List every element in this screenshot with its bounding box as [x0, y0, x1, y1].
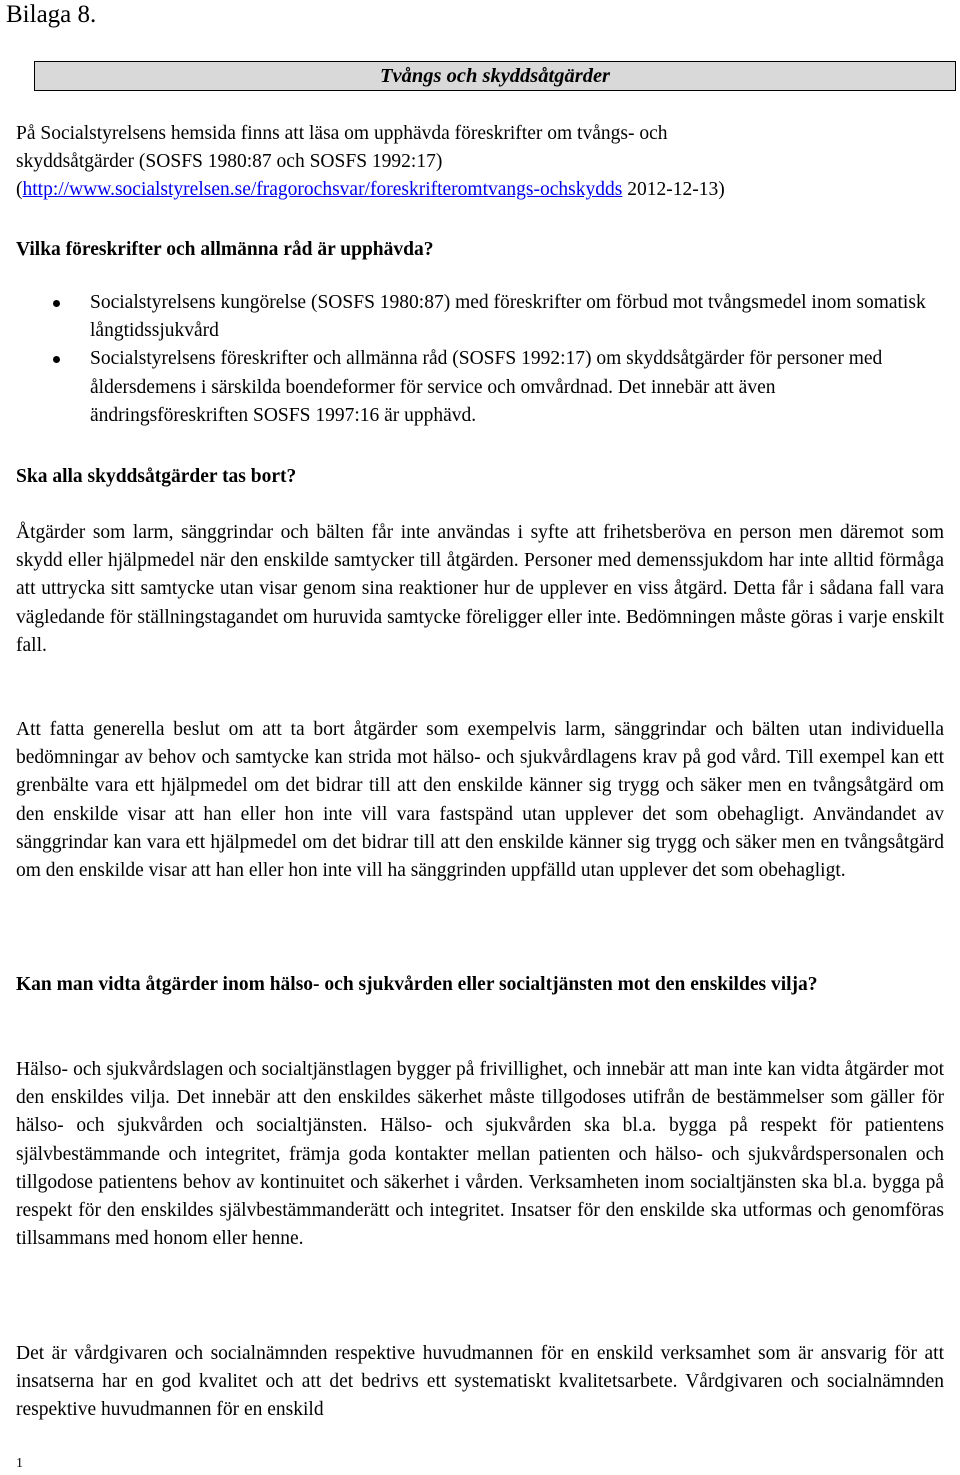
list-item: [0, 345, 930, 430]
paragraph: Hälso- och sjukvårdslagen och socialtjänstlagen bygger på frivillighet, och innebär att man inte kan vidta åtgärder mot den enskildes vilja. Det innebär att den enskildes säkerhet måste tillgodoses utifrån de bestämmelser som gäller för hälso- och sjukvården och socialtjänsten. Hälso- och sjukvården ska bl.a. bygga på respekt för patientens självbestämmande och integritet, främja goda kontakter mellan patienten och hälso- och sjukvårdspersonalen och tillgodose patientens behov av kontinuitet och säkerhet i vården. Verksamheten inom socialtjänsten ska bl.a. bygga på respekt för den enskildes självbestämmanderätt och integritet. Insatser för den enskilde ska utformas och genomföras tillsammans med honom eller henne.: [16, 1059, 944, 1250]
section-heading-upphavda: Vilka föreskrifter och allmänna råd är upphävda?: [16, 239, 434, 260]
bullet-icon: [53, 356, 60, 363]
repealed-regulations-list: [0, 289, 930, 430]
intro-line-2: skyddsåtgärder (SOSFS 1980:87 och SOSFS 1992:17): [16, 151, 443, 173]
paragraph: Att fatta generella beslut om att ta bort åtgärder som exempelvis larm, sänggrindar och bälten utan individuella bedömningar av behov och samtycke kan strida mot hälso- och sjukvårdlagens krav på god vård. Till exempel kan ett grenbälte vara ett hjälpmedel om det bidrar till att den enskilde känner sig trygg och säker men en tvångsåtgärd om den enskilde visar att han eller hon inte vill vara fastspänd utan upplever det som obehagligt. Användandet av sänggrindar kan vara ett hjälpmedel om det bidrar till att den enskilde känner sig trygg och säker men en tvångsåtgärd om den enskilde visar att han eller hon inte vill ha sänggrinden uppfälld utan upplever det som obehagligt.: [16, 719, 944, 882]
socialstyrelsen-link[interactable]: http://www.socialstyrelsen.se/fragorochsvar/foreskrifteromtvangs-ochskydds: [22, 179, 623, 201]
section-heading-skyddsatgarder: Ska alla skyddsåtgärder tas bort?: [16, 466, 297, 487]
paragraph: Det är vårdgivaren och socialnämnden respektive huvudmannen för en enskild verksamhet som är ansvarig för att insatserna har en god kvalitet och att det bedrivs ett systematiskt kvalitetsarbete. Vårdgivaren och socialnämnden respektive huvudmannen för en enskild: [16, 1343, 944, 1421]
bullet-icon: [53, 300, 60, 307]
intro-line-1: På Socialstyrelsens hemsida finns att läsa om upphävda föreskrifter om tvångs- och: [16, 123, 668, 144]
intro-paragraph: [16, 120, 944, 205]
document-title: Tvångs och skyddsåtgärder: [34, 61, 956, 91]
list-item: [0, 289, 930, 345]
paragraph: Åtgärder som larm, sänggrindar och bälten får inte användas i syfte att frihetsberöva en person men däremot som skydd eller hjälpmedel när den enskilde samtycker till åtgärden. Personer med demenssjukdom har inte alltid förmåga att uttrycka sitt samtycke utan visar genom sina reaktioner hur de upplever en viss åtgärd. Detta får i sådana fall vara vägledande för ställningstagandet om huruvida samtycke föreligger eller inte. Bedömningen måste göras i varje enskilt fall.: [16, 522, 944, 656]
appendix-label: Bilaga 8.: [6, 1, 97, 28]
page-number: 1: [16, 1456, 23, 1471]
intro-date: 2012-12-13): [622, 179, 725, 201]
list-item-text: Socialstyrelsens föreskrifter och allmänna råd (SOSFS 1992:17) om skyddsåtgärder för personer med åldersdemens i särskilda boendeformer för service och omvårdnad. Det innebär att även ändringsföreskriften SOSFS 1997:16 är upphävd.: [90, 348, 883, 426]
section-heading-vilja: Kan man vidta åtgärder inom hälso- och sjukvården eller socialtjänsten mot den enskildes vilja?: [16, 974, 818, 995]
intro-paren: (: [16, 179, 23, 201]
list-item-text: Socialstyrelsens kungörelse (SOSFS 1980:87) med föreskrifter om förbud mot tvångsmedel inom somatisk långtidssjukvård: [90, 292, 926, 342]
